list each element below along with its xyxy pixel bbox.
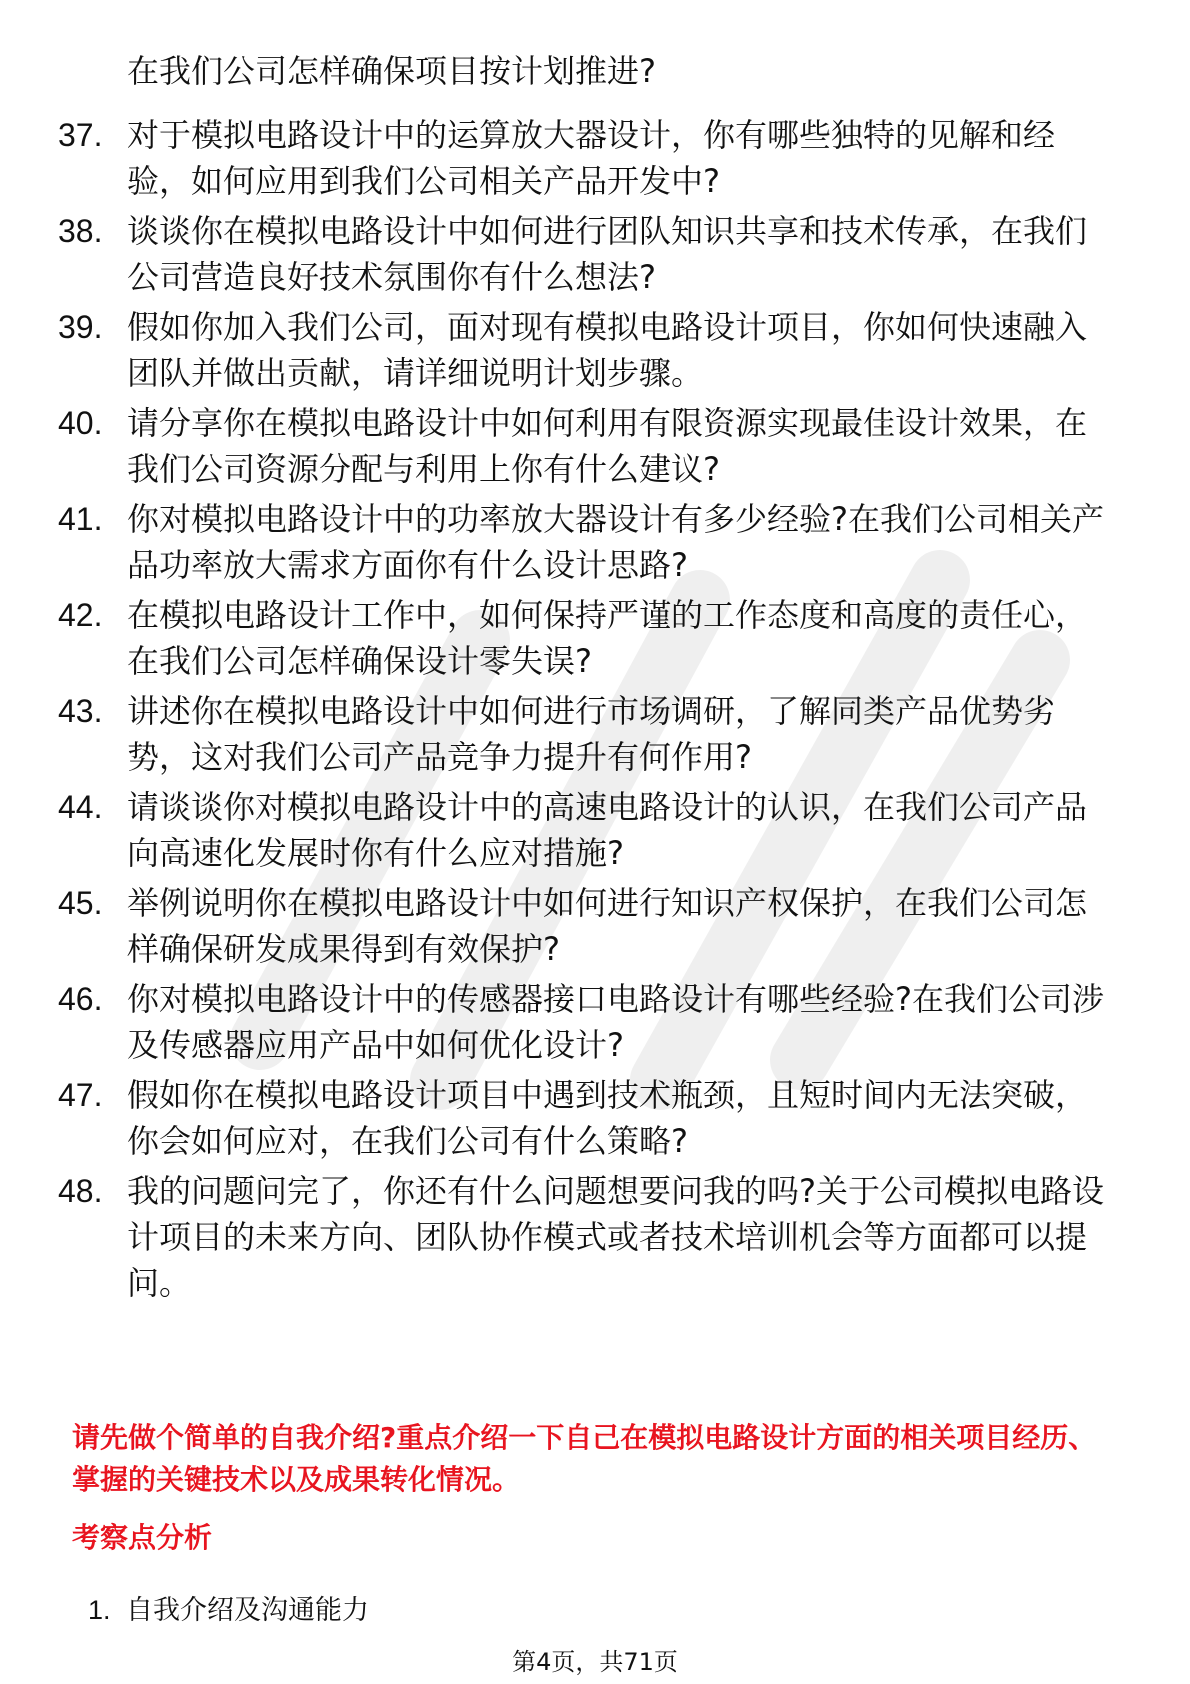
question-text: 讲述你在模拟电路设计中如何进行市场调研，了解同类产品优势劣势，这对我们公司产品竞争力提升有何作用? (127, 692, 1056, 776)
question-item (0, 1072, 1190, 1168)
question-number: 37. (58, 117, 103, 153)
question-number: 46. (58, 981, 103, 1017)
question-number: 42. (58, 597, 103, 633)
question-text: 假如你加入我们公司，面对现有模拟电路设计项目，你如何快速融入团队并做出贡献，请详细说明计划步骤。 (127, 308, 1088, 392)
question-text: 你对模拟电路设计中的传感器接口电路设计有哪些经验?在我们公司涉及传感器应用产品中如何优化设计? (127, 980, 1104, 1064)
question-item (0, 304, 1190, 400)
question-item (0, 880, 1190, 976)
question-item (0, 1168, 1190, 1308)
question-number: 38. (58, 213, 103, 249)
question-number: 39. (58, 309, 103, 345)
question-number: 41. (58, 501, 103, 537)
question-list (0, 112, 1190, 1308)
analysis-title: 考察点分析 (72, 1521, 213, 1554)
question-number: 43. (58, 693, 103, 729)
question-item (0, 688, 1190, 784)
question-text: 在模拟电路设计工作中，如何保持严谨的工作态度和高度的责任心，在我们公司怎样确保设计零失误? (127, 596, 1088, 680)
question-text: 对于模拟电路设计中的运算放大器设计，你有哪些独特的见解和经验，如何应用到我们公司相关产品开发中? (127, 116, 1056, 200)
question-text: 谈谈你在模拟电路设计中如何进行团队知识共享和技术传承，在我们公司营造良好技术氛围你有什么想法? (127, 212, 1088, 296)
question-text: 请谈谈你对模拟电路设计中的高速电路设计的认识，在我们公司产品向高速化发展时你有什么应对措施? (127, 788, 1088, 872)
analysis-item-text: 自我介绍及沟通能力 (126, 1595, 369, 1626)
question-number: 47. (58, 1077, 103, 1113)
question-number: 44. (58, 789, 103, 825)
question-number: 48. (58, 1173, 103, 1209)
question-text: 假如你在模拟电路设计项目中遇到技术瓶颈，且短时间内无法突破，你会如何应对，在我们公司有什么策略? (127, 1076, 1088, 1160)
question-text: 我的问题问完了，你还有什么问题想要问我的吗?关于公司模拟电路设计项目的未来方向、团队协作模式或者技术培训机会等方面都可以提问。 (127, 1172, 1104, 1302)
question-item (0, 400, 1190, 496)
question-item (0, 496, 1190, 592)
question-text: 请分享你在模拟电路设计中如何利用有限资源实现最佳设计效果，在我们公司资源分配与利用上你有什么建议? (127, 404, 1088, 488)
question-item (0, 592, 1190, 688)
analysis-item-number: 1. (88, 1595, 111, 1625)
question-item (0, 784, 1190, 880)
question-item (0, 112, 1190, 208)
question-number: 45. (58, 885, 103, 921)
question-number: 40. (58, 405, 103, 441)
question-item (0, 208, 1190, 304)
analysis-item (88, 1590, 369, 1631)
page-footer: 第4页，共71页 (512, 1648, 678, 1676)
question-text: 举例说明你在模拟电路设计中如何进行知识产权保护，在我们公司怎样确保研发成果得到有效保护? (127, 884, 1088, 968)
question-text: 你对模拟电路设计中的功率放大器设计有多少经验?在我们公司相关产品功率放大需求方面你有什么设计思路? (127, 500, 1104, 584)
continuation-text: 在我们公司怎样确保项目按计划推进? (127, 52, 656, 90)
question-item (0, 976, 1190, 1072)
highlight-question: 请先做个简单的自我介绍?重点介绍一下自己在模拟电路设计方面的相关项目经历、掌握的关键技术以及成果转化情况。 (72, 1421, 1097, 1496)
